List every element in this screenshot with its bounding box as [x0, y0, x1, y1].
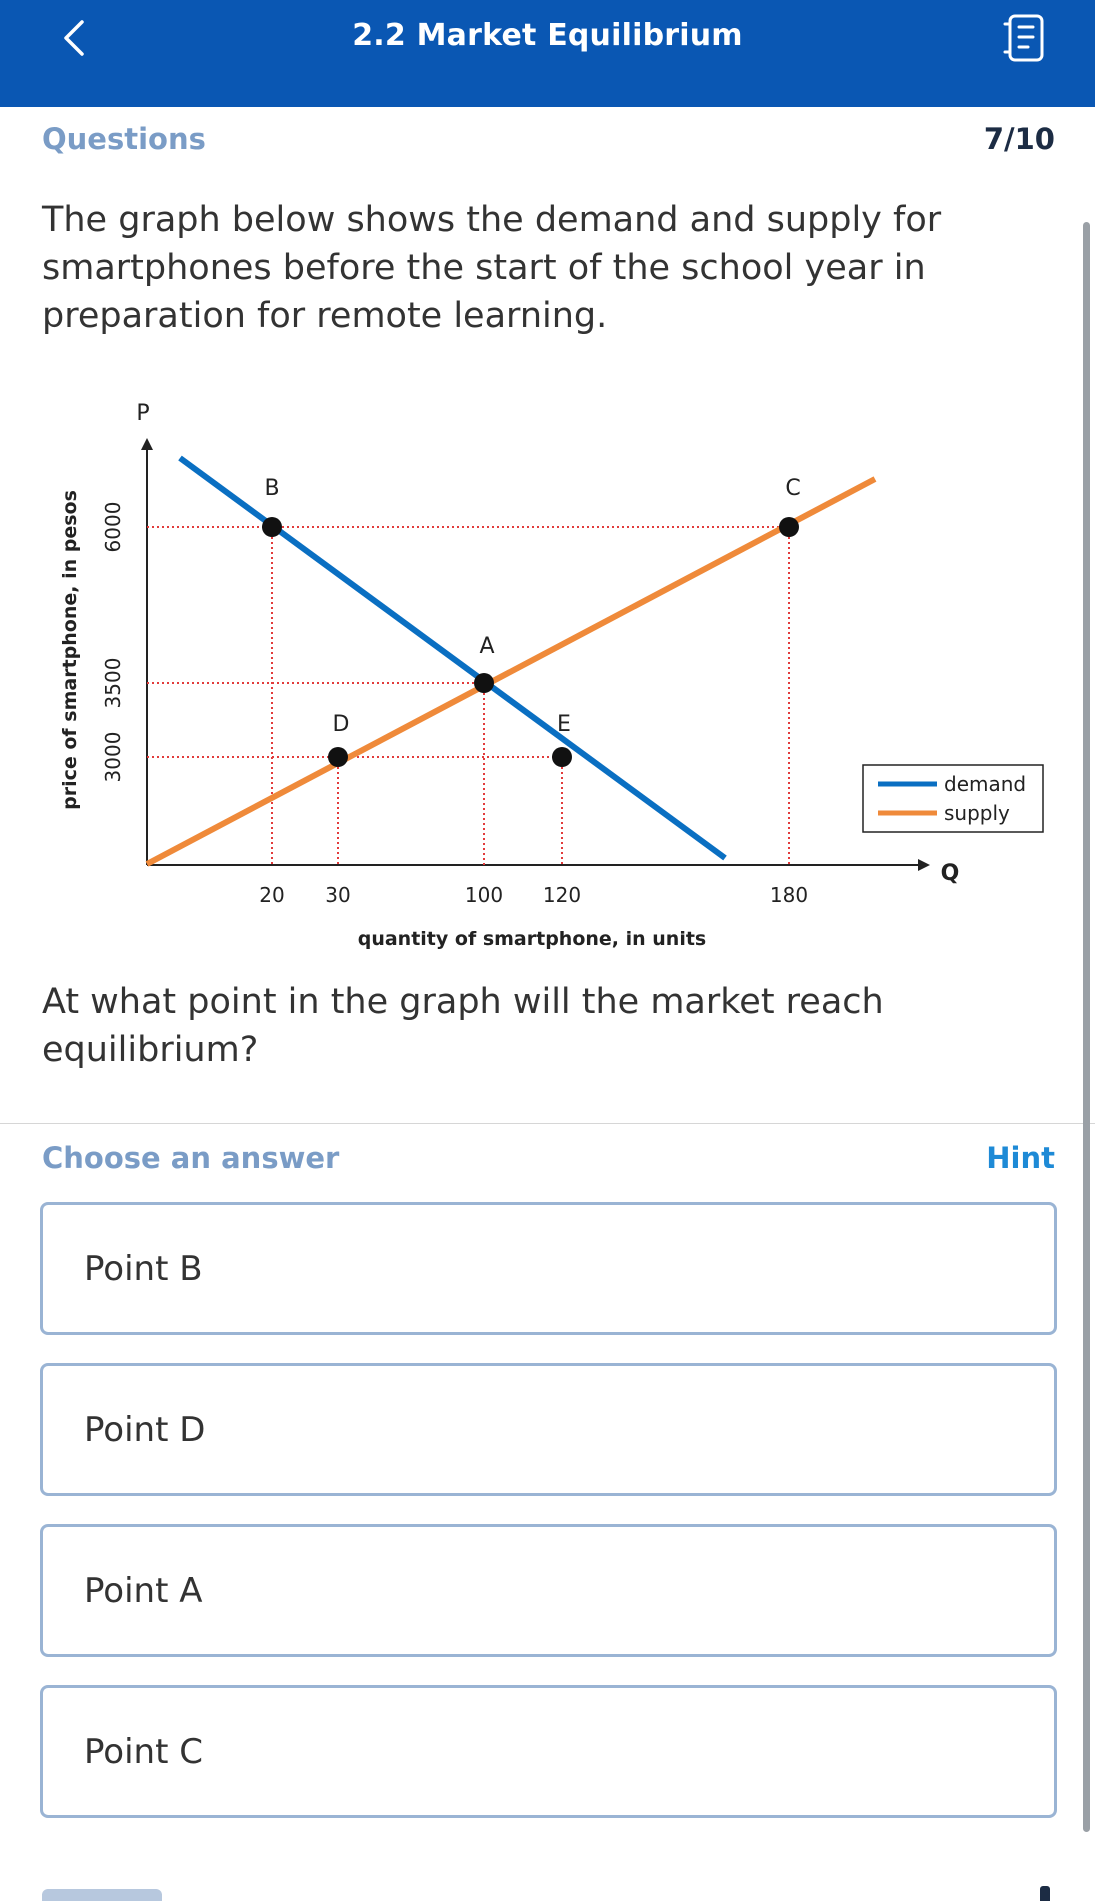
x-axis-letter: Q — [940, 861, 960, 886]
point-e-label: E — [557, 712, 571, 737]
question-text: The graph below shows the demand and supply for smartphones before the start of the school year in preparation for remote learning. — [42, 200, 942, 336]
y-tick-label: 3500 — [101, 657, 125, 709]
point-b-marker — [262, 517, 282, 537]
page-title: 2.2 Market Equilibrium — [352, 18, 743, 53]
x-tick-label: 120 — [542, 883, 582, 907]
point-a-marker — [474, 673, 494, 693]
answer-option-point-c[interactable] — [40, 1685, 1057, 1818]
x-tick-label: 100 — [464, 883, 504, 907]
y-axis-arrow — [141, 438, 153, 450]
app-bar — [0, 0, 1095, 107]
choose-answer-label: Choose an answer — [42, 1141, 340, 1175]
questions-label: Questions — [42, 122, 206, 156]
point-c-label: C — [785, 476, 801, 501]
hint-button[interactable]: Hint — [986, 1141, 1055, 1175]
point-d-marker — [328, 747, 348, 767]
divider — [0, 1123, 1095, 1124]
answer-option-label: Point B — [84, 1249, 203, 1289]
point-b-label: B — [264, 476, 280, 501]
y-axis-letter: P — [136, 401, 150, 426]
y-tick-label: 3000 — [101, 731, 125, 783]
point-c-marker — [779, 517, 799, 537]
legend-demand-label: demand — [944, 772, 1027, 796]
x-tick-label: 180 — [769, 883, 809, 907]
next-section-peek-mark — [1040, 1886, 1050, 1901]
answer-option-point-a[interactable] — [40, 1524, 1057, 1657]
legend-supply-label: supply — [944, 801, 1010, 825]
answer-option-point-d[interactable] — [40, 1363, 1057, 1496]
x-axis-arrow — [918, 859, 930, 871]
x-tick-label: 30 — [325, 883, 351, 907]
y-tick-label: 6000 — [101, 501, 125, 553]
x-tick-label: 20 — [259, 883, 285, 907]
y-axis-title: price of smartphone, in pesos — [59, 490, 81, 810]
scrollbar[interactable] — [1083, 222, 1090, 1832]
question-prompt: At what point in the graph will the market reach equilibrium? — [42, 982, 884, 1070]
next-section-peek — [42, 1889, 162, 1901]
point-d-label: D — [332, 712, 350, 737]
point-a-label: A — [479, 634, 495, 659]
question-counter: 7/10 — [983, 122, 1055, 156]
answer-option-label: Point D — [84, 1410, 206, 1450]
notes-button[interactable] — [1000, 10, 1050, 66]
supply-demand-chart — [40, 375, 1060, 965]
answer-option-label: Point C — [84, 1732, 203, 1772]
questions-header — [42, 122, 1055, 162]
answer-option-point-b[interactable] — [40, 1202, 1057, 1335]
supply-line — [147, 479, 875, 864]
answer-option-label: Point A — [84, 1571, 203, 1611]
demand-line — [180, 458, 725, 858]
point-e-marker — [552, 747, 572, 767]
x-axis-title: quantity of smartphone, in units — [357, 928, 707, 950]
notes-icon — [1000, 10, 1050, 66]
